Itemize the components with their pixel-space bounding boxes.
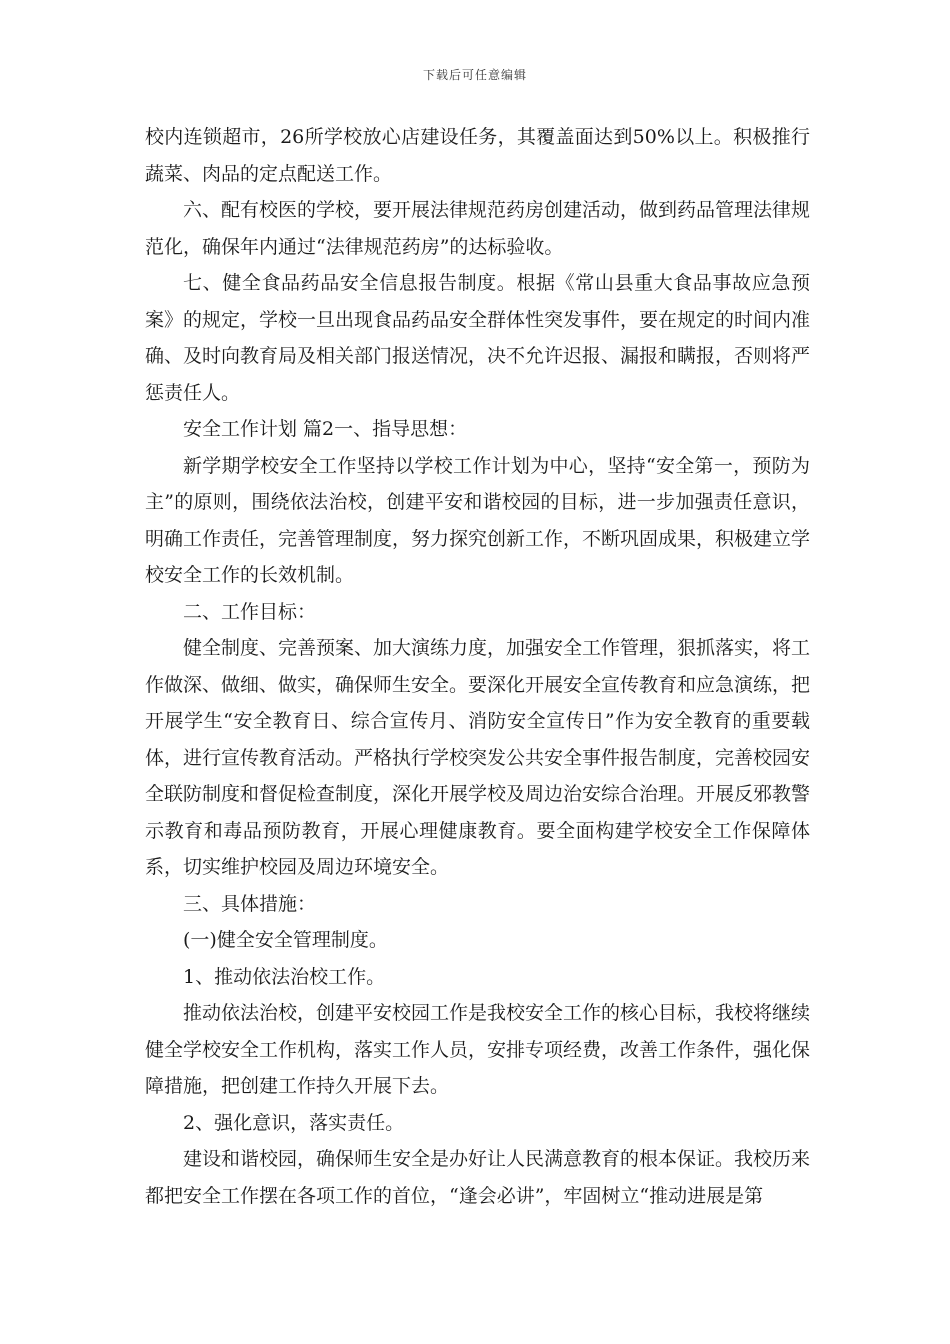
paragraph-13: 建设和谐校园，确保师生安全是办好让人民满意教育的根本保证。我校历来都把安全工作摆在各项工作的首位，“逢会必讲”，牢固树立“推动进展是第: [145, 1148, 811, 1207]
paragraph-12: 2、强化意识，落实责任。: [183, 1111, 405, 1134]
document-body: [145, 119, 810, 1214]
paragraph-3: 七、健全食品药品安全信息报告制度。根据《常山县重大食品事故应急预案》的规定，学校一旦出现食品药品安全群体性突发事件，要在规定的时间内准确、及时向教育局及相关部门报送情况，决不允许迟报、漏报和瞒报，否则将严惩责任人。: [145, 272, 811, 404]
paragraph-9: (一)健全安全管理制度。: [183, 929, 388, 951]
paragraph-4: 安全工作计划 篇2一、指导思想：: [183, 418, 468, 440]
paragraph-5: 新学期学校安全工作坚持以学校工作计划为中心，坚持“安全第一，预防为主”的原则，围绕依法治校，创建平安和谐校园的目标，进一步加强责任意识，明确工作责任，完善管理制度，努力探究创新工作，不断巩固成果，积极建立学校安全工作的长效机制。: [145, 454, 811, 586]
paragraph-2: 六、配有校医的学校，要开展法律规范药房创建活动，做到药品管理法律规范化，确保年内通过“法律规范药房”的达标验收。: [145, 199, 811, 258]
page-header: 下载后可任意编辑: [422, 68, 527, 82]
paragraph-1: 校内连锁超市，26所学校放心店建设任务，其覆盖面达到50%以上。积极推行蔬菜、肉品的定点配送工作。: [145, 126, 810, 185]
paragraph-11: 推动依法治校，创建平安校园工作是我校安全工作的核心目标，我校将继续健全学校安全工作机构，落实工作人员，安排专项经费，改善工作条件，强化保障措施，把创建工作持久开展下去。: [145, 1002, 811, 1097]
paragraph-10: 1、推动依法治校工作。: [183, 965, 386, 988]
paragraph-8: 三、具体措施：: [183, 892, 317, 915]
paragraph-7: 健全制度、完善预案、加大演练力度，加强安全工作管理，狠抓落实，将工作做深、做细、做实，确保师生安全。要深化开展安全宣传教育和应急演练，把开展学生“安全教育日、综合宣传月、消防安全宣传日”作为安全教育的重要载体，进行宣传教育活动。严格执行学校突发公共安全事件报告制度，完善校园安全联防制度和督促检查制度，深化开展学校及周边治安综合治理。开展反邪教警示教育和毒品预防教育，开展心理健康教育。要全面构建学校安全工作保障体系，切实维护校园及周边环境安全。: [145, 637, 811, 878]
paragraph-6: 二、工作目标：: [183, 600, 317, 623]
